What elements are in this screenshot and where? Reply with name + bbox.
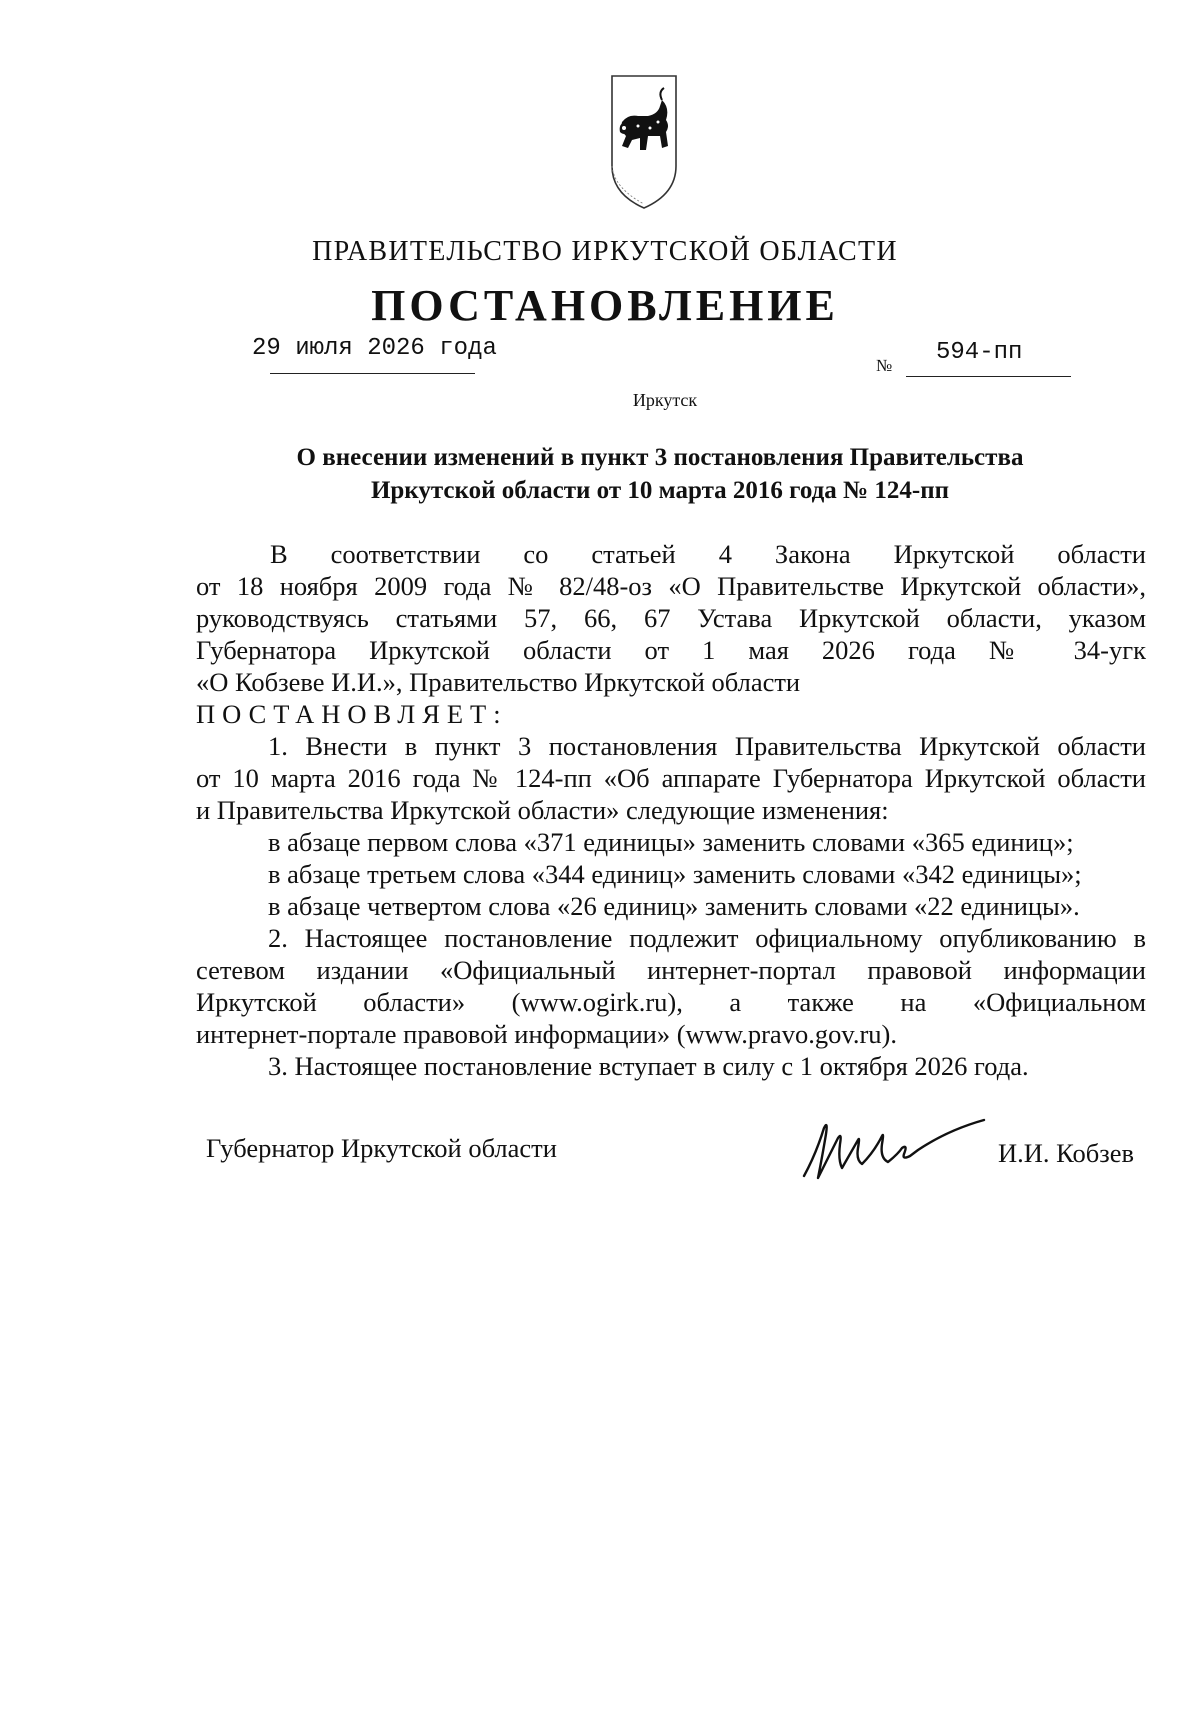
date-underline	[270, 373, 475, 374]
preamble-line: «О Кобзеве И.И.», Правительство Иркутской области	[196, 667, 801, 697]
item-2-line: интернет-портале правовой информации» (www.pravo.gov.ru).	[196, 1019, 897, 1049]
number-underline	[906, 376, 1071, 377]
resolves-word: ПОСТАНОВЛЯЕТ:	[196, 699, 508, 729]
item-1-line: и Правительства Иркутской области» следующие изменения:	[196, 795, 889, 825]
document-date: 29 июля 2026 года	[252, 335, 497, 362]
item-1-line: 1. Внести в пункт 3 постановления Правительства Иркутской области	[268, 731, 1146, 761]
document-body	[196, 538, 1146, 1082]
item-2-line: Иркутской области» (www.ogirk.ru), а также на «Официальном	[196, 987, 1146, 1017]
document-number: 594-пп	[936, 339, 1023, 366]
coat-of-arms-icon	[608, 70, 680, 212]
signatory-name: И.И. Кобзев	[998, 1138, 1134, 1168]
change-line: в абзаце первом слова «371 единицы» заменить словами «365 единиц»;	[268, 827, 1074, 857]
item-1-line: от 10 марта 2016 года № 124-пп «Об аппарате Губернатора Иркутской области	[196, 763, 1146, 793]
document-title	[0, 441, 1200, 507]
organization-name: ПРАВИТЕЛЬСТВО ИРКУТСКОЙ ОБЛАСТИ	[312, 236, 898, 267]
title-line: Иркутской области от 10 марта 2016 года № 124-пп	[370, 477, 950, 504]
change-line: в абзаце третьем слова «344 единиц» заменить словами «342 единицы»;	[268, 859, 1082, 889]
handwritten-signature	[798, 1114, 988, 1186]
preamble-line: от 18 ноября 2009 года № 82/48-оз «О Правительстве Иркутской области»,	[196, 571, 1146, 601]
preamble-line: руководствуясь статьями 57, 66, 67 Устава Иркутской области, указом	[196, 603, 1146, 633]
item-2-line: 2. Настоящее постановление подлежит официальному опубликованию в	[268, 923, 1146, 953]
item-3-line: 3. Настоящее постановление вступает в силу с 1 октября 2026 года.	[268, 1051, 1029, 1081]
signatory-position: Губернатор Иркутской области	[206, 1133, 557, 1163]
city: Иркутск	[632, 390, 698, 410]
preamble-line: Губернатора Иркутской области от 1 мая 2026 года № 34-угк	[196, 635, 1146, 665]
preamble-line: В соответствии со статьей 4 Закона Иркутской области	[270, 539, 1146, 569]
document-type: ПОСТАНОВЛЕНИЕ	[371, 281, 839, 330]
item-2-line: сетевом издании «Официальный интернет-портал правовой информации	[196, 955, 1146, 985]
title-line: О внесении изменений в пункт 3 постановления Правительства	[296, 444, 1024, 471]
change-line: в абзаце четвертом слова «26 единиц» заменить словами «22 единицы».	[268, 891, 1080, 921]
number-sign: №	[876, 356, 893, 375]
